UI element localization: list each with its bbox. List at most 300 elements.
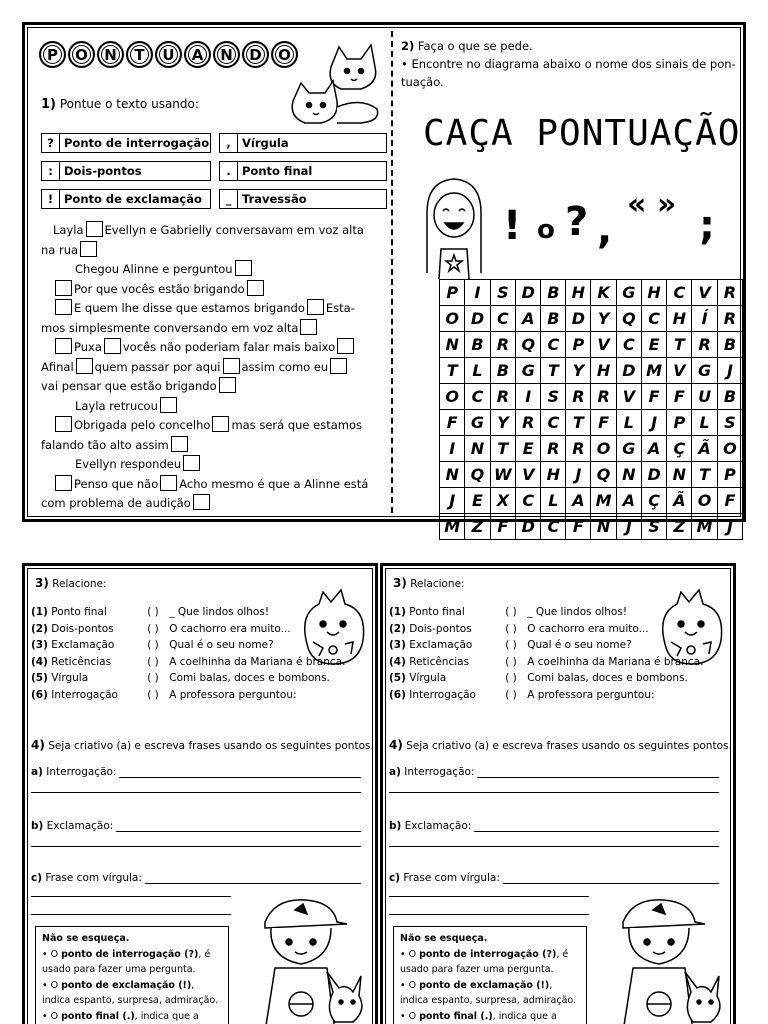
grid-cell[interactable]: C bbox=[541, 514, 566, 540]
question-1-number: 1) bbox=[41, 97, 56, 112]
title-letter: N bbox=[97, 41, 124, 68]
grid-cell[interactable]: C bbox=[616, 332, 641, 358]
answer-box[interactable] bbox=[160, 475, 177, 491]
grid-cell[interactable]: T bbox=[566, 410, 591, 436]
answer-box[interactable] bbox=[247, 280, 264, 296]
answer-paren[interactable]: ( ) bbox=[147, 688, 159, 701]
remember-text: • O bbox=[42, 979, 62, 991]
grid-cell[interactable]: O bbox=[717, 436, 742, 462]
question-3-number: 3) bbox=[393, 576, 407, 590]
worksheet-left bbox=[22, 563, 378, 1024]
grid-cell[interactable]: E bbox=[465, 488, 490, 514]
answer-line[interactable] bbox=[389, 792, 719, 793]
answer-box[interactable] bbox=[330, 358, 347, 374]
grid-cell[interactable]: Y bbox=[490, 410, 516, 436]
grid-cell[interactable]: M bbox=[591, 488, 616, 514]
question-1-text: Pontue o texto usando: bbox=[59, 97, 199, 111]
title-letter: U bbox=[155, 41, 182, 68]
answer-a-text: Interrogação: bbox=[404, 766, 475, 778]
grid-cell[interactable]: Í bbox=[692, 306, 717, 332]
item-number: (2) bbox=[31, 622, 48, 635]
answer-line[interactable] bbox=[503, 872, 719, 884]
grid-cell[interactable]: Z bbox=[667, 514, 692, 540]
answer-a[interactable] bbox=[389, 766, 719, 778]
answer-box[interactable] bbox=[55, 475, 72, 491]
grid-cell[interactable]: J bbox=[440, 488, 465, 514]
grid-cell[interactable]: T bbox=[541, 358, 566, 384]
passage-text: Evellyn e Gabrielly conversavam em voz alta bbox=[104, 223, 364, 237]
worksheet-right bbox=[380, 563, 736, 1024]
worksheet-title bbox=[39, 41, 298, 68]
grid-cell[interactable]: R bbox=[516, 410, 541, 436]
grid-cell[interactable]: C bbox=[490, 306, 516, 332]
relate-item bbox=[389, 689, 709, 706]
grid-cell[interactable]: B bbox=[717, 384, 742, 410]
grid-cell[interactable]: G bbox=[616, 436, 641, 462]
passage-text: E quem lhe disse que estamos brigando bbox=[74, 301, 305, 315]
grid-cell[interactable]: C bbox=[641, 306, 666, 332]
remember-text: • O bbox=[400, 979, 420, 991]
grid-cell[interactable]: F bbox=[440, 410, 465, 436]
grid-cell[interactable]: F bbox=[490, 514, 516, 540]
answer-b-label: b) bbox=[31, 820, 44, 832]
grid-cell[interactable]: D bbox=[616, 358, 641, 384]
grid-cell[interactable]: Ã bbox=[667, 488, 692, 514]
punctuation-marks bbox=[503, 187, 743, 255]
passage-text: Layla retrucou bbox=[75, 398, 158, 413]
answer-paren[interactable]: ( ) bbox=[505, 606, 517, 618]
grid-cell[interactable]: S bbox=[541, 384, 566, 410]
grid-cell[interactable]: S bbox=[490, 280, 516, 306]
remember-title: Não se esqueça. bbox=[42, 933, 130, 944]
grid-cell[interactable]: H bbox=[641, 280, 666, 306]
answer-paren[interactable]: ( ) bbox=[147, 655, 159, 668]
answer-box[interactable] bbox=[55, 299, 72, 315]
item-sentence: O cachorro era muito... bbox=[527, 622, 649, 635]
grid-cell[interactable]: C bbox=[465, 384, 490, 410]
grid-cell[interactable]: R bbox=[541, 436, 566, 462]
question-4-text: Seja criativo (a) e escreva frases usando os seguintes pontos. bbox=[48, 740, 374, 752]
question-2-instruction-cont: tuação. bbox=[401, 75, 444, 89]
grid-cell[interactable]: V bbox=[667, 358, 692, 384]
answer-box[interactable] bbox=[171, 436, 188, 452]
legend-name: Ponto final bbox=[242, 164, 313, 178]
remember-item bbox=[42, 947, 222, 978]
grid-cell[interactable]: T bbox=[692, 462, 717, 488]
word-search-title: CAÇA PONTUAÇÃO bbox=[423, 113, 741, 154]
grid-cell[interactable]: J bbox=[641, 410, 666, 436]
passage-text: na rua bbox=[41, 242, 79, 257]
answer-box[interactable] bbox=[55, 280, 72, 296]
grid-cell[interactable]: V bbox=[692, 280, 717, 306]
relate-list bbox=[389, 606, 709, 705]
legend-name: Ponto de exclamação bbox=[64, 192, 202, 206]
grid-row bbox=[440, 384, 743, 410]
answer-b[interactable] bbox=[389, 820, 719, 832]
grid-cell[interactable]: F bbox=[591, 410, 616, 436]
item-number: (6) bbox=[389, 688, 406, 701]
answer-box[interactable] bbox=[80, 241, 97, 257]
grid-cell[interactable]: B bbox=[717, 332, 742, 358]
legend-item-period bbox=[219, 161, 387, 181]
grid-cell[interactable]: L bbox=[692, 410, 717, 436]
remember-bold: ponto final (.) bbox=[419, 1010, 493, 1022]
passage-text: Chegou Alinne e perguntou bbox=[75, 262, 233, 276]
answer-box[interactable] bbox=[183, 455, 200, 471]
question-mark: ? bbox=[565, 199, 589, 245]
answer-b-text: Exclamação: bbox=[404, 820, 472, 832]
answer-c[interactable] bbox=[389, 872, 719, 884]
answer-line[interactable] bbox=[145, 872, 361, 884]
answer-box[interactable] bbox=[223, 358, 240, 374]
punctuation-passage bbox=[41, 221, 381, 514]
item-sentence: O cachorro era muito... bbox=[169, 622, 291, 635]
grid-cell[interactable]: Ç bbox=[667, 436, 692, 462]
grid-cell[interactable]: M bbox=[440, 514, 465, 540]
grid-cell[interactable]: P bbox=[667, 410, 692, 436]
grid-cell[interactable]: N bbox=[667, 462, 692, 488]
answer-box[interactable] bbox=[160, 397, 177, 413]
answer-c-text: Frase com vírgula: bbox=[45, 872, 142, 884]
word-search-grid[interactable] bbox=[439, 279, 743, 540]
relate-item bbox=[31, 623, 351, 640]
legend-item-exclamation bbox=[41, 189, 211, 209]
grid-cell[interactable]: J bbox=[566, 462, 591, 488]
girl-illustration bbox=[419, 173, 489, 279]
grid-cell[interactable]: N bbox=[616, 462, 641, 488]
grid-cell[interactable]: R bbox=[566, 384, 591, 410]
grid-cell[interactable]: X bbox=[490, 488, 516, 514]
column-divider bbox=[391, 31, 393, 513]
grid-cell[interactable]: P bbox=[717, 462, 742, 488]
grid-cell[interactable]: I bbox=[465, 280, 490, 306]
grid-cell[interactable]: Z bbox=[465, 514, 490, 540]
grid-cell[interactable]: Q bbox=[465, 462, 490, 488]
item-name: Ponto final bbox=[51, 606, 107, 618]
grid-cell[interactable]: Q bbox=[591, 462, 616, 488]
grid-cell[interactable]: R bbox=[692, 332, 717, 358]
answer-line[interactable] bbox=[116, 820, 361, 832]
item-name: Dois-pontos bbox=[409, 622, 472, 635]
quotation-marks: « » bbox=[627, 187, 677, 222]
legend-item-interrogation bbox=[41, 133, 211, 153]
item-sentence: Qual é o seu nome? bbox=[527, 639, 632, 651]
grid-cell[interactable]: E bbox=[516, 436, 541, 462]
grid-cell[interactable]: G bbox=[465, 410, 490, 436]
grid-cell[interactable]: R bbox=[591, 384, 616, 410]
grid-cell[interactable]: P bbox=[566, 332, 591, 358]
grid-cell[interactable]: J bbox=[717, 514, 742, 540]
answer-line[interactable] bbox=[477, 766, 719, 778]
answer-paren[interactable]: ( ) bbox=[147, 606, 159, 618]
item-sentence: A coelhinha da Mariana é branca. bbox=[169, 655, 346, 668]
grid-cell[interactable]: S bbox=[717, 410, 742, 436]
answer-box[interactable] bbox=[212, 416, 229, 432]
answer-paren[interactable]: ( ) bbox=[505, 672, 517, 684]
remember-item bbox=[400, 978, 580, 1009]
grid-cell[interactable]: N bbox=[440, 332, 465, 358]
item-name: Ponto final bbox=[409, 606, 465, 618]
grid-cell[interactable]: A bbox=[641, 436, 666, 462]
remember-item bbox=[400, 1009, 580, 1024]
answer-line[interactable] bbox=[31, 914, 231, 915]
answer-line[interactable] bbox=[389, 914, 589, 915]
passage-text: Afinal bbox=[41, 359, 74, 374]
answer-paren[interactable]: ( ) bbox=[147, 672, 159, 684]
passage-text: Obrigada pelo concelho bbox=[74, 418, 211, 432]
item-sentence: _ Que lindos olhos! bbox=[169, 606, 270, 618]
grid-cell[interactable]: Q bbox=[616, 306, 641, 332]
remember-text: , é usado para fazer uma pergunta. bbox=[400, 948, 569, 975]
answer-line[interactable] bbox=[31, 792, 361, 793]
legend-item-colon bbox=[41, 161, 211, 181]
answer-line[interactable] bbox=[389, 846, 719, 847]
legend-symbol: : bbox=[42, 162, 60, 180]
answer-box[interactable] bbox=[86, 221, 103, 237]
grid-cell[interactable]: F bbox=[667, 384, 692, 410]
remember-item bbox=[42, 978, 222, 1009]
grid-cell[interactable]: C bbox=[667, 280, 692, 306]
question-3-text: Relacione: bbox=[52, 578, 107, 590]
grid-row bbox=[440, 306, 743, 332]
grid-cell[interactable]: C bbox=[541, 410, 566, 436]
grid-cell[interactable]: D bbox=[516, 514, 541, 540]
answer-line[interactable] bbox=[31, 846, 361, 847]
grid-row bbox=[440, 410, 743, 436]
answer-line[interactable] bbox=[119, 766, 361, 778]
grid-cell[interactable]: D bbox=[641, 462, 666, 488]
passage-text: quem passar por aqui bbox=[94, 359, 221, 374]
legend-item-dash bbox=[219, 189, 387, 209]
grid-cell[interactable]: S bbox=[641, 514, 666, 540]
remember-bold: ponto de interrogação (?) bbox=[419, 948, 557, 960]
grid-row bbox=[440, 358, 743, 384]
grid-cell[interactable]: Y bbox=[566, 358, 591, 384]
item-number: (5) bbox=[389, 672, 406, 684]
answer-paren[interactable]: ( ) bbox=[147, 622, 159, 635]
item-sentence: Qual é o seu nome? bbox=[169, 639, 274, 651]
grid-cell[interactable]: H bbox=[541, 462, 566, 488]
relate-item bbox=[31, 672, 351, 689]
grid-cell[interactable]: O bbox=[440, 306, 465, 332]
grid-cell[interactable]: N bbox=[440, 462, 465, 488]
relate-list bbox=[31, 606, 351, 705]
grid-cell[interactable]: B bbox=[541, 306, 566, 332]
answer-box[interactable] bbox=[55, 416, 72, 432]
grid-cell[interactable]: W bbox=[490, 462, 516, 488]
grid-cell[interactable]: R bbox=[717, 280, 742, 306]
legend-name: Ponto de interrogação bbox=[64, 136, 210, 150]
legend-symbol: . bbox=[220, 162, 238, 180]
grid-cell[interactable]: N bbox=[465, 436, 490, 462]
answer-c-label: c) bbox=[389, 872, 401, 884]
grid-row bbox=[440, 488, 743, 514]
grid-cell[interactable]: U bbox=[692, 384, 717, 410]
answer-line[interactable] bbox=[389, 896, 589, 897]
item-name: Reticências bbox=[409, 655, 470, 668]
answer-line[interactable] bbox=[31, 896, 231, 897]
grid-cell[interactable]: R bbox=[490, 332, 516, 358]
grid-cell[interactable]: P bbox=[440, 280, 465, 306]
grid-cell[interactable]: I bbox=[516, 384, 541, 410]
passage-text: vocês não poderiam falar mais baixo bbox=[122, 340, 336, 354]
relate-item bbox=[31, 639, 351, 656]
answer-box[interactable] bbox=[76, 358, 93, 374]
answer-line[interactable] bbox=[474, 820, 719, 832]
answer-a[interactable] bbox=[31, 766, 361, 778]
item-number: (3) bbox=[31, 639, 48, 651]
grid-cell[interactable]: N bbox=[591, 514, 616, 540]
grid-row bbox=[440, 436, 743, 462]
grid-cell[interactable]: Ã bbox=[692, 436, 717, 462]
grid-cell[interactable]: D bbox=[566, 306, 591, 332]
passage-text: assim como eu bbox=[241, 359, 329, 374]
answer-box[interactable] bbox=[307, 299, 324, 315]
answer-a-label: a) bbox=[389, 766, 401, 778]
item-sentence: _ Que lindos olhos! bbox=[527, 606, 628, 618]
grid-cell[interactable]: C bbox=[541, 332, 566, 358]
remember-text: • O bbox=[400, 1010, 420, 1022]
grid-cell[interactable]: R bbox=[717, 306, 742, 332]
grid-cell[interactable]: O bbox=[591, 436, 616, 462]
grid-cell[interactable]: B bbox=[541, 280, 566, 306]
answer-box[interactable] bbox=[300, 319, 317, 335]
grid-cell[interactable]: T bbox=[667, 332, 692, 358]
remember-text: , é usado para fazer uma pergunta. bbox=[42, 948, 211, 975]
remember-bold: ponto de exclamação (!) bbox=[61, 979, 192, 991]
grid-cell[interactable]: C bbox=[516, 488, 541, 514]
grid-cell[interactable]: O bbox=[440, 384, 465, 410]
answer-box[interactable] bbox=[104, 338, 121, 354]
grid-cell[interactable]: Y bbox=[591, 306, 616, 332]
answer-box[interactable] bbox=[193, 494, 210, 510]
answer-paren[interactable]: ( ) bbox=[505, 622, 517, 635]
item-sentence: Comi balas, doces e bombons. bbox=[169, 672, 330, 684]
passage-text: Puxa bbox=[74, 340, 102, 354]
legend-name: Dois-pontos bbox=[64, 164, 142, 178]
grid-cell[interactable]: J bbox=[616, 514, 641, 540]
grid-cell[interactable]: M bbox=[692, 514, 717, 540]
passage-text: Penso que não bbox=[74, 476, 159, 491]
grid-cell[interactable]: B bbox=[465, 332, 490, 358]
trainer-illustration bbox=[235, 892, 375, 1024]
title-letter: P bbox=[39, 41, 66, 68]
comma-mark: , bbox=[597, 207, 613, 253]
question-4 bbox=[31, 738, 374, 752]
grid-cell[interactable]: V bbox=[591, 332, 616, 358]
answer-paren[interactable]: ( ) bbox=[147, 639, 159, 651]
top-worksheet bbox=[22, 22, 746, 536]
grid-cell[interactable]: O bbox=[692, 488, 717, 514]
question-4-number: 4) bbox=[389, 738, 403, 752]
grid-cell[interactable]: A bbox=[616, 488, 641, 514]
title-letter: D bbox=[242, 41, 269, 68]
grid-cell[interactable]: L bbox=[465, 358, 490, 384]
item-sentence: A professora perguntou: bbox=[527, 688, 655, 701]
period-mark: o bbox=[537, 215, 555, 245]
answer-c-text: Frase com vírgula: bbox=[403, 872, 500, 884]
answer-box[interactable] bbox=[55, 338, 72, 354]
grid-cell[interactable]: A bbox=[566, 488, 591, 514]
grid-row bbox=[440, 280, 743, 306]
title-letter: T bbox=[126, 41, 153, 68]
passage-text: Esta- bbox=[325, 301, 355, 315]
grid-cell[interactable]: G bbox=[692, 358, 717, 384]
question-3-number: 3) bbox=[35, 576, 49, 590]
grid-cell[interactable]: R bbox=[566, 436, 591, 462]
answer-paren[interactable]: ( ) bbox=[505, 688, 517, 701]
legend-symbol: ? bbox=[42, 134, 60, 152]
grid-cell[interactable]: R bbox=[490, 384, 516, 410]
item-number: (4) bbox=[389, 655, 406, 668]
grid-cell[interactable]: L bbox=[616, 410, 641, 436]
grid-cell[interactable]: I bbox=[440, 436, 465, 462]
question-2 bbox=[401, 37, 741, 91]
relate-item bbox=[31, 606, 351, 623]
grid-cell[interactable]: D bbox=[465, 306, 490, 332]
passage-text: Evellyn respondeu bbox=[75, 457, 182, 471]
grid-cell[interactable]: D bbox=[516, 280, 541, 306]
grid-cell[interactable]: H bbox=[591, 358, 616, 384]
answer-paren[interactable]: ( ) bbox=[505, 639, 517, 651]
item-name: Vírgula bbox=[51, 672, 89, 684]
item-name: Reticências bbox=[51, 655, 112, 668]
grid-cell[interactable]: Q bbox=[516, 332, 541, 358]
grid-cell[interactable]: G bbox=[616, 280, 641, 306]
answer-box[interactable] bbox=[337, 338, 354, 354]
legend-symbol: _ bbox=[220, 190, 238, 208]
grid-cell[interactable]: H bbox=[566, 280, 591, 306]
answer-c[interactable] bbox=[31, 872, 361, 884]
grid-cell[interactable]: F bbox=[641, 384, 666, 410]
grid-cell[interactable]: K bbox=[591, 280, 616, 306]
item-number: (1) bbox=[31, 606, 48, 618]
answer-b[interactable] bbox=[31, 820, 361, 832]
relate-item bbox=[31, 656, 351, 673]
remember-text: , indica que a bbox=[134, 1010, 199, 1022]
grid-cell[interactable]: T bbox=[490, 436, 516, 462]
grid-cell[interactable]: M bbox=[641, 358, 666, 384]
grid-cell[interactable]: G bbox=[516, 358, 541, 384]
answer-paren[interactable]: ( ) bbox=[505, 655, 517, 668]
grid-cell[interactable]: L bbox=[541, 488, 566, 514]
grid-cell[interactable]: B bbox=[490, 358, 516, 384]
passage-text: Layla bbox=[53, 223, 84, 237]
remember-item bbox=[400, 947, 580, 978]
passage-text: falando tão alto assim bbox=[41, 437, 169, 452]
relate-item bbox=[389, 672, 709, 689]
grid-cell[interactable]: J bbox=[717, 358, 742, 384]
relate-item bbox=[389, 623, 709, 640]
grid-cell[interactable]: V bbox=[516, 462, 541, 488]
title-letter: A bbox=[184, 41, 211, 68]
grid-cell[interactable]: A bbox=[516, 306, 541, 332]
grid-cell[interactable]: Ç bbox=[641, 488, 666, 514]
grid-cell[interactable]: E bbox=[641, 332, 666, 358]
grid-cell[interactable]: F bbox=[566, 514, 591, 540]
grid-cell[interactable]: H bbox=[667, 306, 692, 332]
answer-box[interactable] bbox=[219, 377, 236, 393]
title-letter: N bbox=[213, 41, 240, 68]
answer-box[interactable] bbox=[235, 260, 252, 276]
grid-cell[interactable]: T bbox=[440, 358, 465, 384]
item-name: Interrogação bbox=[51, 688, 118, 701]
grid-cell[interactable]: F bbox=[717, 488, 742, 514]
grid-cell[interactable]: V bbox=[616, 384, 641, 410]
item-sentence: A professora perguntou: bbox=[169, 688, 297, 701]
answer-b-label: b) bbox=[389, 820, 402, 832]
relate-item bbox=[389, 656, 709, 673]
